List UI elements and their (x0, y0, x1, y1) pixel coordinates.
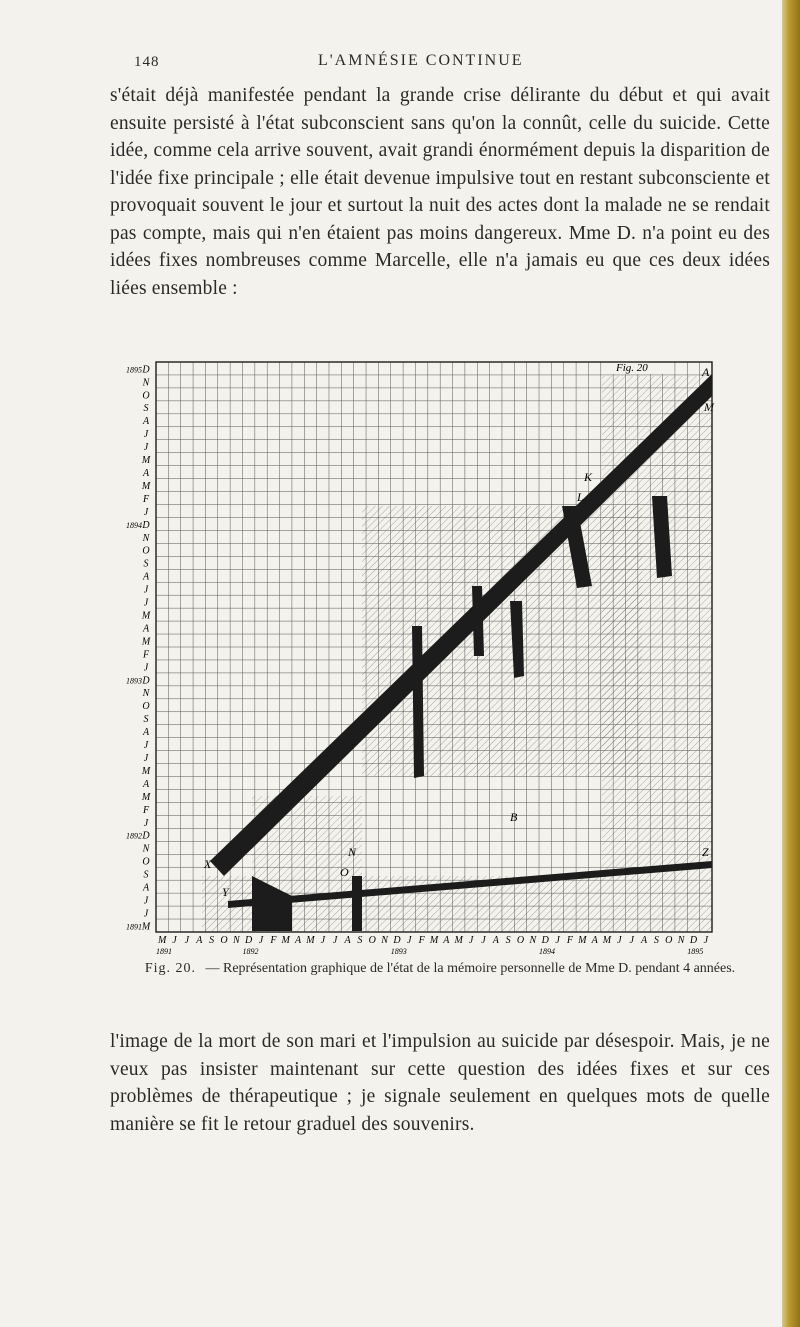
y-tick-label: O (142, 545, 150, 557)
y-tick-label: F (142, 493, 150, 505)
x-tick-label: M (306, 935, 315, 946)
y-tick-label: N (142, 377, 150, 389)
point-label-m: M (704, 400, 714, 414)
x-tick-label: D (245, 935, 253, 946)
y-tick-label: A (142, 882, 150, 894)
x-tick-label: A (492, 935, 499, 946)
x-tick-label: M (429, 935, 439, 946)
point-label-y: Y (222, 885, 229, 899)
y-tick-label: J (143, 908, 149, 920)
y-tick-label: J (143, 817, 149, 829)
y-tick-label: J (143, 506, 149, 518)
x-year-label: 1891 (156, 947, 172, 956)
y-tick-label: A (142, 468, 150, 479)
x-tick-label: O (665, 935, 673, 946)
figure-tag: Fig. 20 (616, 362, 648, 374)
point-label-a: A (702, 365, 710, 379)
x-tick-label: J (258, 935, 264, 946)
x-tick-label: A (443, 935, 450, 946)
point-label-b: B (510, 810, 518, 824)
x-tick-label: D (393, 935, 401, 946)
y-tick-label: S (143, 714, 149, 726)
y-tick-label: N (142, 532, 150, 544)
x-year-label: 1892 (242, 947, 259, 956)
figure-caption (110, 960, 770, 978)
y-tick-label: D (142, 830, 150, 842)
page-header (0, 50, 790, 80)
x-axis-month-labels (156, 935, 709, 956)
x-tick-label: S (357, 935, 363, 946)
x-tick-label: J (184, 935, 190, 946)
paragraph-top: s'était déjà manifestée pendant la grande crise délirante du début et qui avait ensuite persisté à l'état subconscient sans qu'on la connût, celle du suicide. Cette idée, comme cela arrive souvent, avait grandi énormément depuis la disparition de l'idée fixe principale ; elle était devenue impulsive tout en restant subconsciente et provoquait souvent le jour et surtout la nuit des actes dont la malade ne se rendait pas compte, mais qui n'en étaient pas moins dangereux. Mme D. n'a point eu des idées fixes nombreuses comme Marcelle, elle n'a jamais eu que ces deux idées liées ensemble : (110, 85, 770, 299)
y-tick-label: J (143, 597, 149, 609)
y-tick-label: M (141, 455, 151, 467)
y-tick-label: S (143, 869, 149, 881)
x-tick-label: J (468, 935, 474, 946)
y-tick-label: A (142, 727, 150, 739)
figure-caption-label: Fig. 20. (144, 961, 196, 976)
y-year-label: 1895 (126, 365, 142, 375)
x-tick-label: F (418, 935, 425, 946)
x-tick-label: M (454, 935, 463, 946)
x-year-label: 1893 (390, 947, 407, 956)
x-tick-label: N (677, 935, 685, 946)
x-tick-label: D (689, 935, 698, 946)
y-year-label: 1892 (126, 831, 142, 841)
y-tick-label: M (141, 610, 151, 622)
x-tick-label: J (617, 935, 622, 946)
x-tick-label: F (270, 935, 277, 946)
y-tick-label: F (142, 649, 150, 661)
y-tick-label: S (143, 403, 149, 415)
x-tick-label: M (578, 935, 587, 946)
book-spine-edge (782, 0, 800, 1327)
y-tick-label: J (143, 753, 149, 764)
x-tick-label: D (541, 935, 549, 946)
running-title: L'AMNÉSIE CONTINUE (318, 52, 524, 69)
x-tick-label: A (196, 935, 203, 946)
x-tick-label: S (505, 935, 511, 946)
y-tick-label: D (142, 519, 150, 531)
x-tick-label: J (407, 935, 412, 946)
y-tick-label: N (142, 688, 150, 700)
x-tick-label: S (209, 935, 215, 946)
point-label-l: L (577, 490, 584, 504)
y-tick-label: A (142, 623, 150, 635)
paragraph-bottom: l'image de la mort de son mari et l'impulsion au suicide par désespoir. Mais, je ne veux pas insister maintenant sur cette question des idées fixes et sur ces problèmes de thérapeutique ; je signale seulement en quelques mots de quelle manière se fit le retour graduel des souvenirs. (110, 1031, 770, 1135)
x-tick-label: J (629, 935, 634, 946)
y-tick-label: O (142, 856, 150, 868)
point-label-o: O (340, 865, 349, 879)
memory-chart (122, 356, 720, 960)
y-tick-label: O (142, 390, 150, 402)
point-label-k: K (584, 470, 593, 484)
x-tick-label: N (381, 935, 388, 946)
x-year-label: 1895 (687, 947, 704, 956)
y-tick-label: J (143, 740, 149, 752)
x-tick-label: N (529, 935, 537, 946)
figure-caption-text: — Représentation graphique de l'état de la mémoire personnelle de Mme D. pendant 4 années. (205, 961, 736, 976)
x-tick-label: A (344, 935, 351, 946)
y-tick-label: J (143, 895, 149, 907)
x-tick-label: J (703, 935, 709, 946)
y-tick-label: D (142, 364, 150, 376)
x-tick-label: J (320, 935, 326, 946)
x-tick-label: M (281, 935, 290, 946)
y-year-label: 1891 (126, 922, 142, 932)
y-tick-label: F (142, 804, 150, 816)
y-tick-label: J (143, 662, 149, 674)
y-tick-label: M (141, 791, 151, 803)
x-tick-label: M (158, 935, 167, 946)
y-tick-label: M (141, 480, 151, 492)
y-tick-label: O (142, 701, 150, 713)
memory-chart-figure (122, 356, 720, 960)
y-year-label: 1893 (126, 676, 142, 686)
x-tick-label: O (220, 935, 228, 946)
y-tick-label: J (143, 442, 149, 454)
y-tick-label: J (143, 584, 149, 596)
y-year-label: 1894 (126, 520, 142, 530)
x-tick-label: A (295, 935, 302, 946)
x-tick-label: S (653, 935, 659, 946)
x-tick-label: O (368, 935, 376, 946)
y-tick-label: J (143, 429, 149, 441)
point-label-n: N (348, 845, 357, 859)
y-tick-label: N (142, 843, 150, 855)
x-tick-label: N (232, 935, 240, 946)
x-tick-label: F (566, 935, 573, 946)
y-tick-label: A (142, 778, 150, 790)
x-tick-label: M (602, 935, 612, 946)
y-tick-label: A (142, 571, 150, 583)
x-tick-label: A (591, 935, 598, 946)
y-axis-month-labels (126, 364, 151, 932)
y-tick-label: S (143, 558, 149, 570)
point-label-z: Z (702, 845, 709, 859)
x-tick-label: J (555, 935, 560, 946)
y-tick-label: M (141, 636, 151, 648)
x-tick-label: J (481, 935, 486, 946)
page-number: 148 (134, 54, 160, 70)
y-tick-label: A (142, 416, 150, 428)
y-tick-label: M (141, 921, 151, 933)
point-label-x: X (204, 857, 212, 871)
x-tick-label: O (516, 935, 525, 946)
x-tick-label: J (172, 935, 177, 946)
y-tick-label: D (142, 675, 150, 687)
x-tick-label: J (332, 935, 338, 946)
x-year-label: 1894 (539, 947, 556, 956)
x-tick-label: A (640, 935, 648, 946)
y-tick-label: M (141, 765, 151, 777)
